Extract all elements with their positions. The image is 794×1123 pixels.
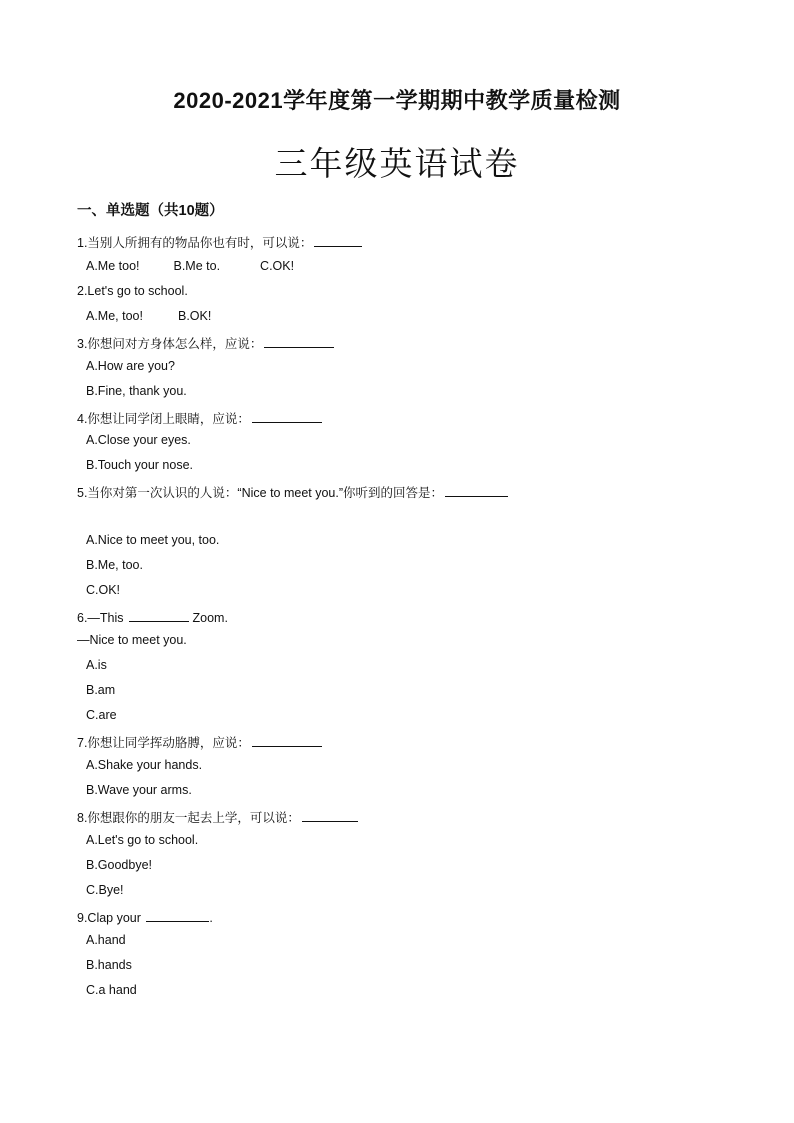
question-5-option-b: B.Me, too. bbox=[86, 558, 143, 572]
question-5 bbox=[77, 483, 508, 501]
question-7-option-b: B.Wave your arms. bbox=[86, 783, 192, 797]
question-4 bbox=[77, 409, 322, 427]
question-6-stem-start: 6.—This bbox=[77, 611, 124, 625]
question-8-option-a: A.Let's go to school. bbox=[86, 833, 199, 847]
question-6-option-b: B.am bbox=[86, 683, 116, 697]
question-9-stem-end: . bbox=[209, 911, 213, 925]
question-6-stem-end: Zoom. bbox=[192, 611, 228, 625]
question-4-stem: 4.你想让同学闭上眼睛，应说： bbox=[77, 412, 250, 426]
answer-blank bbox=[252, 733, 322, 747]
option-b: B.Me to. bbox=[173, 259, 221, 273]
question-5-option-c: C.OK! bbox=[86, 583, 121, 597]
answer-blank bbox=[129, 608, 189, 622]
option-a: A.Me too! bbox=[86, 259, 140, 273]
answer-blank bbox=[314, 233, 362, 247]
question-9 bbox=[77, 908, 213, 925]
question-6 bbox=[77, 608, 228, 625]
question-9-option-b: B.hands bbox=[86, 958, 132, 972]
section-heading: 一、单选题（共10题） bbox=[77, 203, 224, 219]
question-2-stem: 2.Let's go to school. bbox=[77, 284, 188, 298]
question-9-option-c: C.a hand bbox=[86, 983, 137, 997]
question-3-option-b: B.Fine, thank you. bbox=[86, 384, 187, 398]
question-3 bbox=[77, 334, 334, 352]
answer-blank bbox=[302, 808, 358, 822]
option-c: C.OK! bbox=[260, 259, 295, 273]
question-2 bbox=[77, 284, 188, 298]
question-9-stem-start: 9.Clap your bbox=[77, 911, 141, 925]
exam-paper-title: 三年级英语试卷 bbox=[274, 144, 520, 183]
question-9-option-a: A.hand bbox=[86, 933, 126, 947]
question-4-option-a: A.Close your eyes. bbox=[86, 433, 191, 447]
answer-blank bbox=[264, 334, 334, 348]
question-3-stem: 3.你想问对方身体怎么样，应说： bbox=[77, 337, 263, 351]
question-7-stem: 7.你想让同学挥动胳膊，应说： bbox=[77, 736, 250, 750]
answer-blank bbox=[252, 409, 322, 423]
question-1 bbox=[77, 233, 362, 251]
question-8-option-c: C.Bye! bbox=[86, 883, 124, 897]
question-6-option-c: C.are bbox=[86, 708, 117, 722]
question-3-option-a: A.How are you? bbox=[86, 359, 175, 373]
question-1-stem: 1.当别人所拥有的物品你也有时，可以说： bbox=[77, 236, 313, 250]
option-b: B.OK! bbox=[177, 309, 212, 323]
question-5-option-a: A.Nice to meet you, too. bbox=[86, 533, 220, 547]
question-8-option-b: B.Goodbye! bbox=[86, 858, 153, 872]
question-8 bbox=[77, 808, 358, 826]
option-a: A.Me, too! bbox=[86, 309, 143, 323]
question-7-option-a: A.Shake your hands. bbox=[86, 758, 203, 772]
exam-term-title: 2020-2021学年度第一学期期中教学质量检测 bbox=[173, 88, 621, 113]
question-4-option-b: B.Touch your nose. bbox=[86, 458, 194, 472]
question-2-options bbox=[86, 309, 211, 323]
question-5-stem: 5.当你对第一次认识的人说：“Nice to meet you.”你听到的回答是： bbox=[77, 486, 444, 500]
answer-blank bbox=[146, 908, 209, 922]
question-8-stem: 8.你想跟你的朋友一起去上学，可以说： bbox=[77, 811, 300, 825]
question-6-reply: —Nice to meet you. bbox=[77, 633, 187, 647]
question-6-option-a: A.is bbox=[86, 658, 107, 672]
question-1-options bbox=[86, 259, 294, 273]
question-7 bbox=[77, 733, 322, 751]
answer-blank bbox=[445, 483, 508, 497]
